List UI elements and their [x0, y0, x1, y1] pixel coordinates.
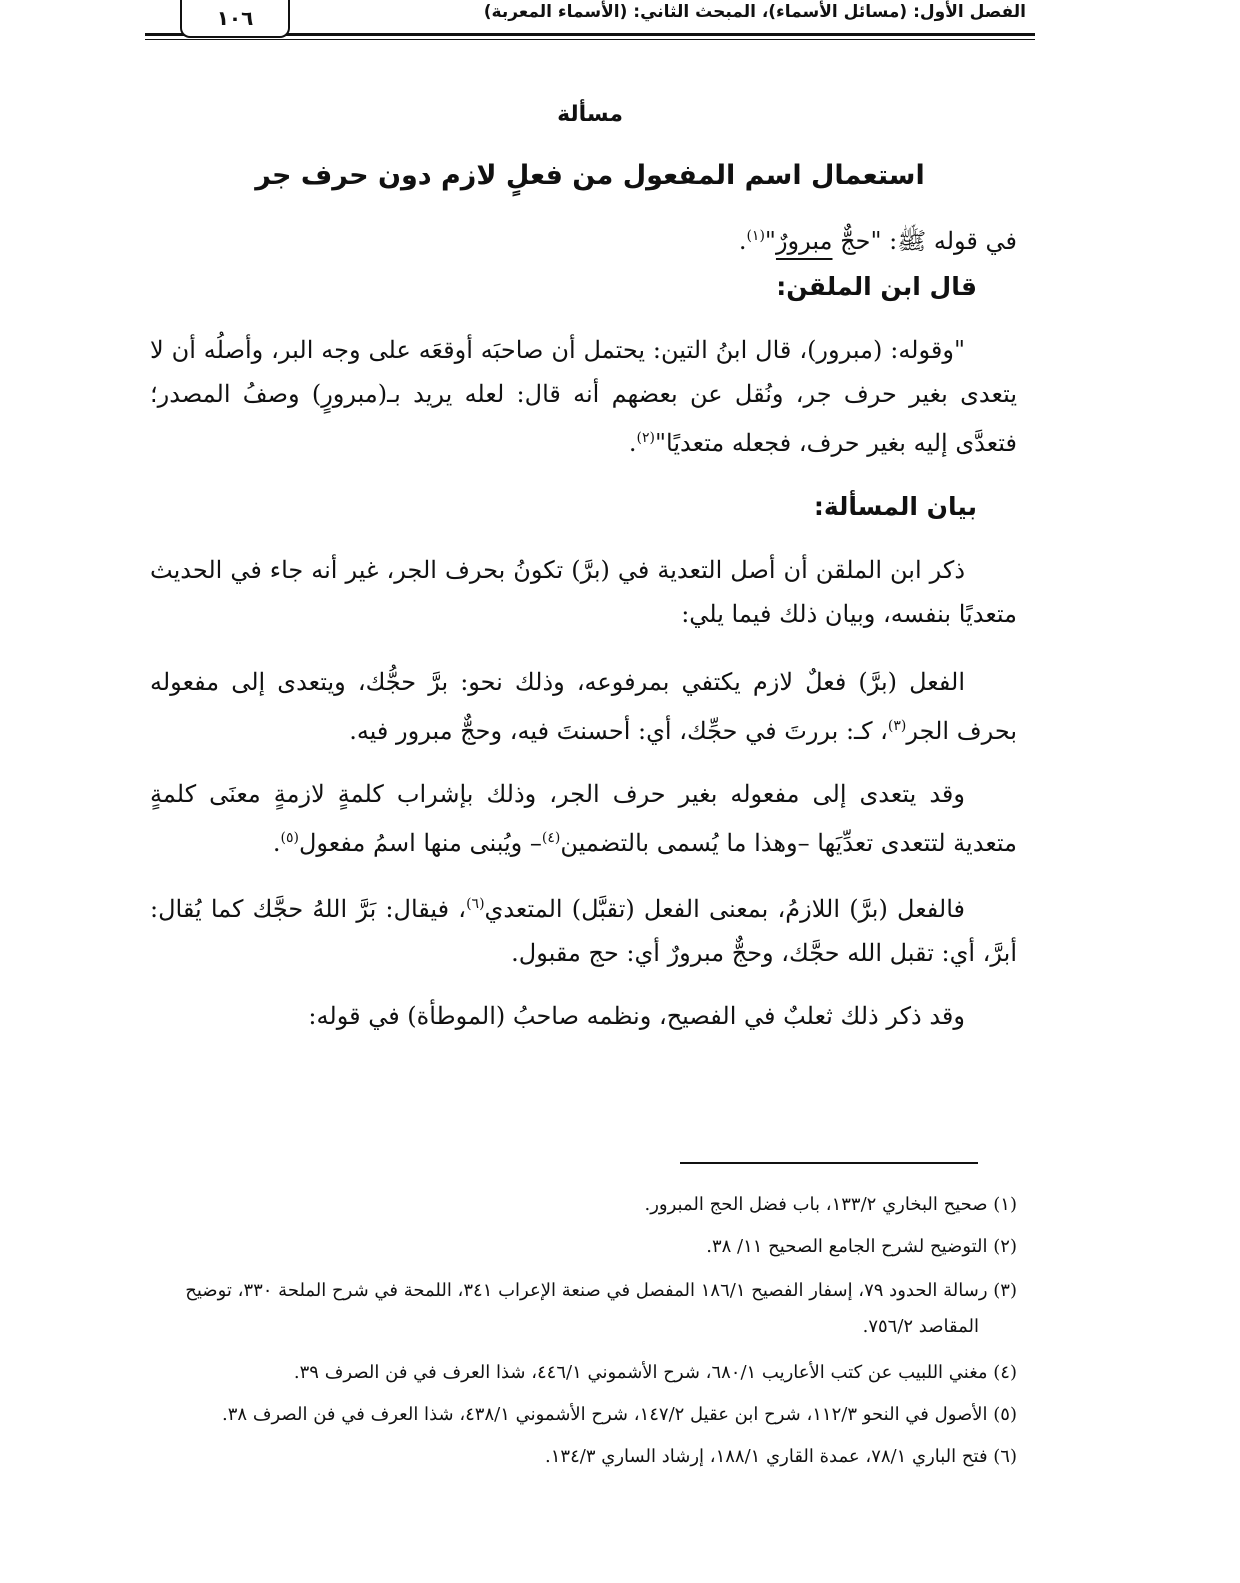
paragraph-2-text-b: ، كـ: بررتَ في حجِّك، أي: أحسنتَ فيه، وحجٌّ مبرور فيه. — [349, 717, 888, 745]
paragraph-1: ذكر ابن الملقن أن أصل التعدية في (برَّ) تكونُ بحرف الجر، غير أنه جاء في الحديث متعديًا بنفسه، وبيان ذلك فيما يلي: — [150, 556, 1017, 628]
paragraph-5: وقد ذكر ذلك ثعلبٌ في الفصيح، ونظمه صاحبُ (الموطأة) في قوله: — [308, 1002, 965, 1030]
subheading-explanation: بيان المسألة: — [813, 492, 977, 521]
intro-text: في قوله ﷺ: "حجٌّ — [832, 227, 1017, 255]
intro-underlined-word: مبرورٌ — [775, 227, 833, 255]
paragraph-4-text-b: ، فيقال: بَرَّ اللهُ حجَّك كما يُقال: أبرَّ، أي: تقبل الله حجَّك، وحجٌّ مبرورٌ أي: حج مقبول. — [150, 895, 1017, 967]
paragraph-3-text-a: وقد يتعدى إلى مفعوله بغير حرف الجر، وذلك بإشراب كلمةٍ لازمةٍ معنَى كلمةٍ متعدية لتتعدى تعدِّيَها –وهذا ما يُسمى بالتضمين — [150, 780, 1017, 857]
footnote-4: (٤) مغني اللبيب عن كتب الأعاريب ٦٨٠/١، شرح الأشموني ٤٤٦/١، شذا العرف في فن الصرف ٣٩. — [293, 1362, 1017, 1383]
footnote-3-continued: المقاصد ٧٥٦/٢. — [862, 1316, 979, 1337]
paragraph-3-text-b: – ويُبنى منها اسمُ مفعول — [298, 829, 542, 857]
section-label: مسألة — [557, 102, 623, 127]
paragraph-3-text-c: . — [272, 829, 281, 857]
page-title: استعمال اسم المفعول من فعلٍ لازم دون حرف جر — [255, 160, 925, 191]
paragraph-2-text-a: الفعل (برَّ) فعلٌ لازم يكتفي بمرفوعه، وذلك نحو: برَّ حجُّك، ويتعدى إلى مفعوله بحرف الجر — [150, 668, 1017, 745]
footnote-ref: (٦) — [466, 896, 485, 912]
footnote-6: (٦) فتح الباري ٧٨/١، عمدة القاري ١٨٨/١، إرشاد الساري ١٣٤/٣. — [545, 1446, 1017, 1467]
header-rule-thin — [145, 39, 1035, 40]
footnote-5: (٥) الأصول في النحو ١١٢/٣، شرح ابن عقيل ١٤٧/٢، شرح الأشموني ٤٣٨/١، شذا العرف في فن الصرف ٣٨. — [222, 1404, 1017, 1425]
footnote-3: (٣) رسالة الحدود ٧٩، إسفار الفصيح ١٨٦/١ المفصل في صنعة الإعراب ٣٤١، اللمحة في شرح الملحة ٣٣٠، توضيح — [185, 1280, 1017, 1301]
intro-quote-close: " — [764, 227, 776, 255]
quote-paragraph — [150, 328, 1017, 465]
intro-line — [150, 214, 1017, 263]
quote-text: "وقوله: (مبرور)، قال ابنُ التين: يحتمل أن صاحبَه أوقعَه على وجه البر، وأصلُه أن لا يتعدى بغير حرف جر، ونُقل عن بعضهم أنه قال: لعله يريد بـ(مبرورٍ) وصفُ المصدر؛ فتعدَّى إليه بغير حرف، فجعله متعديًا" — [150, 336, 1017, 457]
footnote-ref: (٢) — [636, 430, 655, 446]
footnote-ref: (٤) — [541, 830, 561, 846]
footnote-separator — [680, 1162, 978, 1164]
paragraph-4 — [150, 882, 1017, 975]
subheading-ibn-al-mulaqqin: قال ابن الملقن: — [776, 272, 977, 301]
page-number: ١٠٦ — [180, 0, 290, 38]
paragraph-3 — [150, 772, 1017, 865]
footnote-2: (٢) التوضيح لشرح الجامع الصحيح ١١/ ٣٨. — [706, 1236, 1017, 1257]
quote-end: . — [628, 429, 637, 457]
footnote-ref: (١) — [746, 228, 765, 244]
running-header: الفصل الأول: (مسائل الأسماء)، المبحث الثاني: (الأسماء المعربة) — [483, 2, 1026, 22]
footnote-ref: (٣) — [887, 718, 907, 734]
paragraph-4-text-a: فالفعل (برَّ) اللازمُ، بمعنى الفعل (تقبَّل) المتعدي — [484, 895, 966, 923]
footnote-1: (١) صحيح البخاري ١٣٣/٢، باب فضل الحج المبرور. — [644, 1194, 1017, 1215]
footnote-ref: (٥) — [280, 830, 299, 846]
paragraph-2 — [150, 660, 1017, 753]
intro-end: . — [738, 227, 747, 255]
